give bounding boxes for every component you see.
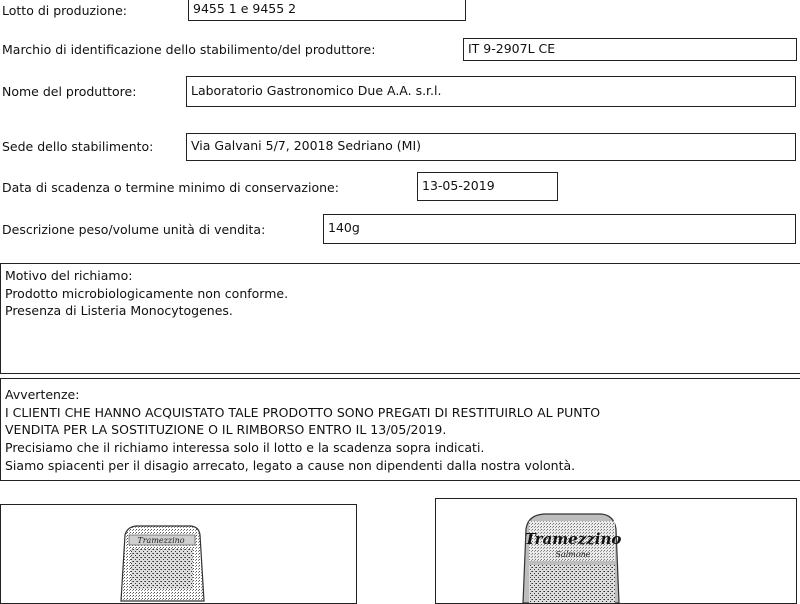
field-value: 9455 1 e 9455 2 bbox=[193, 1, 297, 16]
field-value: Via Galvani 5/7, 20018 Sedriano (MI) bbox=[191, 138, 422, 153]
field-value: 13-05-2019 bbox=[422, 178, 495, 193]
warnings-section bbox=[0, 378, 800, 481]
recall-reason-line: Presenza di Listeria Monocytogenes. bbox=[5, 303, 233, 318]
field-label: Descrizione peso/volume unità di vendita: bbox=[2, 222, 266, 237]
field-value: 140g bbox=[328, 220, 360, 235]
warnings-line: I CLIENTI CHE HANNO ACQUISTATO TALE PRODOTTO SONO PREGATI DI RESTITUIRLO AL PUNTO bbox=[5, 405, 601, 420]
field-value-box bbox=[186, 133, 796, 161]
sandwich-package-image bbox=[436, 499, 797, 604]
recall-reason-title: Motivo del richiamo: bbox=[5, 268, 133, 283]
package-label-left: Tramezzino bbox=[137, 536, 185, 545]
field-label: Sede dello stabilimento: bbox=[2, 139, 154, 154]
field-label: Marchio di identificazione dello stabilimento/del produttore: bbox=[2, 42, 376, 57]
warnings-line: Precisiamo che il richiamo interessa solo il lotto e la scadenza sopra indicati. bbox=[5, 440, 485, 455]
field-value: Laboratorio Gastronomico Due A.A. s.r.l. bbox=[191, 83, 442, 98]
field-value-box bbox=[417, 172, 558, 201]
field-label: Data di scadenza o termine minimo di conservazione: bbox=[2, 180, 339, 195]
product-photo-left bbox=[0, 504, 357, 604]
field-value-box bbox=[323, 214, 796, 244]
recall-reason-line: Prodotto microbiologicamente non conforme. bbox=[5, 286, 289, 301]
field-label: Lotto di produzione: bbox=[2, 3, 128, 18]
field-value: IT 9-2907L CE bbox=[468, 41, 556, 56]
package-label-right: Tramezzino bbox=[524, 530, 622, 548]
warnings-line: VENDITA PER LA SOSTITUZIONE O IL RIMBORSO ENTRO IL 13/05/2019. bbox=[5, 422, 447, 437]
product-photo-right bbox=[435, 498, 797, 604]
field-value-box bbox=[463, 38, 797, 61]
sandwich-package-image bbox=[1, 505, 357, 604]
field-value-box bbox=[186, 76, 796, 107]
warnings-line: Siamo spiacenti per il disagio arrecato, legato a cause non dipendenti dalla nostra volontà. bbox=[5, 458, 576, 473]
field-value-box bbox=[188, 0, 466, 21]
recall-reason-section bbox=[0, 263, 800, 374]
warnings-title: Avvertenze: bbox=[5, 387, 80, 402]
package-sublabel-right: Salmone bbox=[555, 550, 591, 559]
field-label: Nome del produttore: bbox=[2, 84, 137, 99]
